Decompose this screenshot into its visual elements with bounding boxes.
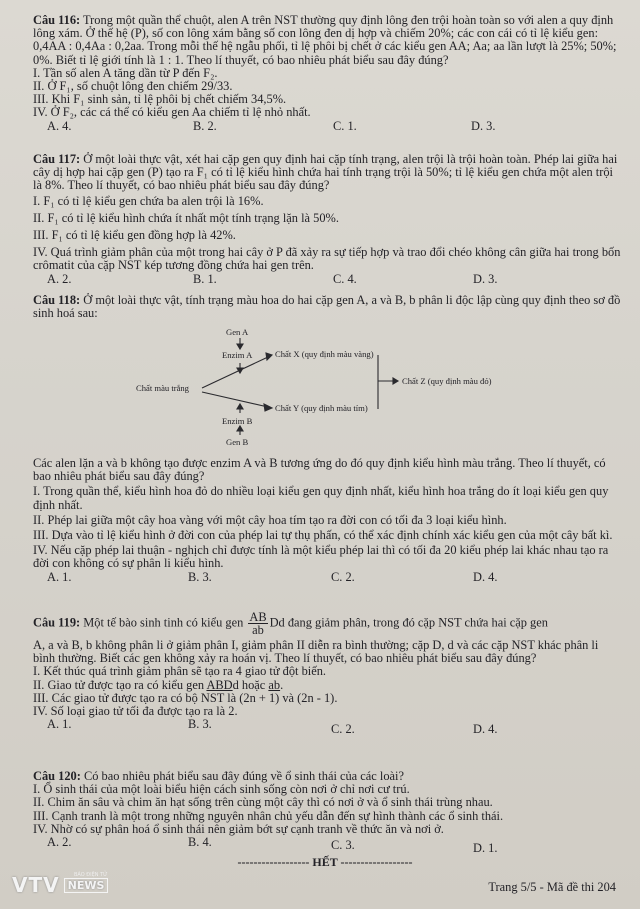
option-119-b: B. 3. [188,717,212,732]
options-120 [33,835,621,856]
question-118-after: Các alen lặn a và b không tạo được enzim A và B tương ứng do đó quy định kiểu hình màu trắng. Theo lí thuyết, có bao nhiêu phát biểu sau đây đúng? [33,456,606,484]
question-118-stem [33,294,621,320]
question-120-title: Câu 120: [33,769,81,783]
option-119-c: C. 2. [331,722,355,737]
option-117-d: D. 3. [473,271,498,286]
genotype-denominator: ab [252,623,264,637]
statement-118-2: II. Phép lai giữa một cây hoa vàng với một cây hoa tím tạo ra đời con có tối đa 3 loại kiểu hình. [33,512,507,527]
option-116-d: D. 3. [471,118,496,133]
option-118-d: D. 4. [473,569,498,584]
option-120-a: A. 2. [47,835,72,850]
statement-119-1: I. Kết thúc quá trình giảm phân sẽ tạo ra 4 giao tử đột biến. [33,664,327,679]
statement-117-3: III. F₁ có tỉ lệ kiểu gen đồng hợp là 42%. [33,228,236,243]
options-117 [33,273,621,287]
option-119-d: D. 4. [473,722,498,737]
biochemical-pathway-diagram [130,325,530,455]
statement-118-1: I. Trong quần thể, kiểu hình hoa đỏ do nhiều loại kiểu gen quy định nhất, kiểu hình hoa trắng do ít loại kiểu gen quy định nhất. [33,484,609,512]
question-119-text-1: Một tế bào sinh tinh có kiểu gen [80,615,247,630]
statement-116-3: III. Khi F₁ sinh sản, tỉ lệ phôi bị chết chiếm 34,5%. [33,92,287,107]
statement-120-2: II. Chim ăn sâu và chim ăn hạt sống trên cùng một cây thì có nơi ở và ổ sinh thái trùng nhau. [33,795,493,810]
end-of-exam-mark: ------------------ HẾT ------------------ [237,855,413,869]
logo-vtv-text: VTV [12,873,60,897]
question-119-text-3: A, a và B, b không phân li ở giảm phân I, giảm phân II diễn ra bình thường; cặp D, d và các cặp NST khác phân li bình thường. Biết các gen không xảy ra hoán vị. Theo lí thuyết, có bao nhiêu phát biểu sau đây đúng? [33,638,599,666]
options-119 [33,717,621,737]
statement-117-2: II. F₁ có tỉ lệ kiểu hình chứa ít nhất một tính trạng lặn là 50%. [33,210,339,225]
question-119-stem [33,611,621,636]
gen-b-label: Gen B [226,437,249,447]
question-119-text-2: Dd đang giảm phân, trong đó cặp NST chứa hai cặp gen [269,615,548,630]
option-116-a: A. 4. [47,118,72,133]
chat-mau-trang-label: Chất màu trắng [136,383,189,393]
page-info: Trang 5/5 - Mã đề thi 204 [488,880,616,894]
logo-small-text: BÁO ĐIỆN TỬ [74,872,108,878]
question-118-title: Câu 118: [33,293,81,307]
option-117-b: B. 1. [193,271,217,286]
statement-119-2-mid: d hoặc [232,677,269,692]
question-116-stem [33,14,621,67]
statement-119-2 [33,679,621,692]
statement-120-1: I. Ổ sinh thái của một loài biểu hiện cách sinh sống còn nơi ở chỉ nơi cư trú. [33,782,410,797]
option-119-a: A. 1. [47,717,72,732]
statement-119-4: IV. Số loại giao tử tối đa được tạo ra là 2. [33,704,238,719]
option-120-c: C. 3. [331,838,355,853]
logo-news-text: NEWS [64,878,109,893]
option-117-a: A. 2. [47,271,72,286]
chat-x-label: Chất X (quy định màu vàng) [275,349,374,359]
pathway-arrows [130,325,530,455]
question-119-title: Câu 119: [33,615,81,630]
statement-116-4: IV. Ở F₂, các cá thể có kiểu gen Aa chiếm tỉ lệ nhỏ nhất. [33,105,311,120]
chat-z-label: Chất Z (quy định màu đỏ) [402,376,492,386]
genotype-abd: ABD [206,677,233,692]
question-116 [33,14,621,134]
question-116-text: Trong một quần thể chuột, alen A trên NST thường quy định lông đen trội hoàn toàn so với alen a quy định lông xám. Ở thế hệ (P), số con lông xám bằng số con lông đen dị hợp và chiếm 20%; các con cái có tỉ lệ kiểu gen: 0,4AA : 0,4Aa : 0,2aa. Trong mỗi thế hệ ngẫu phối, tỉ lệ phôi bị chết ở các kiểu gen AA; Aa; aa lần lượt là 25%; 50%; 0%. Biết tỉ lệ giới tính là 1 : 1. Theo lí thuyết, có bao nhiêu phát biểu sau đây đúng? [33,13,617,67]
question-117-stem [33,153,621,193]
statement-120-3: III. Cạnh tranh là một trong những nguyên nhân chủ yếu dẫn đến sự hình thành các ổ sinh thái. [33,808,504,823]
option-118-b: B. 3. [188,569,212,584]
statement-117-1: I. F₁ có tỉ lệ kiểu gen chứa ba alen trội là 16%. [33,193,264,208]
question-118-text: Ở một loài thực vật, tính trạng màu hoa do hai cặp gen A, a và B, b phân li độc lập cùng quy định theo sơ đồ sinh hoá sau: [33,293,621,321]
statement-118-3: III. Dựa vào tỉ lệ kiểu hình ở đời con của phép lai tự thụ phấn, có thể xác định chính xác kiểu gen của một cây bất kì. [33,528,613,543]
statement-116-2: II. Ở F₁, số chuột lông đen chiếm 29/33. [33,79,233,94]
statement-117-4: IV. Quá trình giảm phân của một trong hai cây ở P đã xảy ra sự tiếp hợp và trao đổi chéo không cân giữa hai trong bốn crômatit của cặp NST kép tương đồng chứa hai gen trên. [33,245,621,273]
statement-119-3: III. Các giao tử được tạo ra có bộ NST là (2n + 1) và (2n - 1). [33,690,338,705]
question-117-text: Ở một loài thực vật, xét hai cặp gen quy định hai cặp tính trạng, alen trội là trội hoàn toàn. Phép lai giữa hai cây dị hợp hai cặp gen (P) tạo ra F₁ có tỉ lệ kiểu hình chứa hai tính trạng trội là 50%; tỉ lệ kiểu gen chứa một alen trội là 8%. Theo lí thuyết, có bao nhiêu phát biểu sau đây đúng? [33,152,618,193]
option-117-c: C. 4. [333,271,357,286]
chat-y-label: Chất Y (quy định màu tím) [275,403,368,413]
statement-119-2-prefix: II. Giao tử được tạo ra có kiểu gen [33,677,207,692]
option-120-d: D. 1. [473,841,498,856]
statement-118-4: IV. Nếu cặp phép lai thuận - nghịch chỉ được tính là một kiểu phép lai thì có tối đa 20 kiểu phép lai khác nhau tạo ra đời con không có sự phân li kiểu hình. [33,543,609,571]
question-120-text: Có bao nhiêu phát biểu sau đây đúng về ổ sinh thái của các loài? [80,769,404,783]
genotype-ab: ab [268,677,281,692]
option-118-a: A. 1. [47,569,72,584]
option-118-c: C. 2. [331,569,355,584]
enzim-a-label: Enzim A [222,350,253,360]
question-117 [33,153,621,287]
question-120 [33,769,621,856]
genotype-fraction [248,611,267,636]
statement-116-1: I. Tần số alen A tăng dần từ P đến F₂. [33,65,218,80]
statement-120-4: IV. Nhờ có sự phân hoá ổ sinh thái nên giảm bớt sự cạnh tranh về thức ăn và nơi ở. [33,821,444,836]
question-117-title: Câu 117: [33,152,81,166]
gen-a-label: Gen A [226,327,249,337]
statement-119-2-end: . [280,677,284,692]
options-118 [33,571,621,585]
question-118 [33,294,621,320]
enzim-b-label: Enzim B [222,416,253,426]
question-119 [33,610,621,737]
vtv-news-logo [12,872,108,898]
genotype-numerator: AB [249,610,267,624]
question-116-title: Câu 116: [33,13,81,27]
question-118-body [33,457,621,585]
option-120-b: B. 4. [188,835,212,850]
option-116-c: C. 1. [333,118,357,133]
option-116-b: B. 2. [193,118,217,133]
options-116 [33,120,621,134]
